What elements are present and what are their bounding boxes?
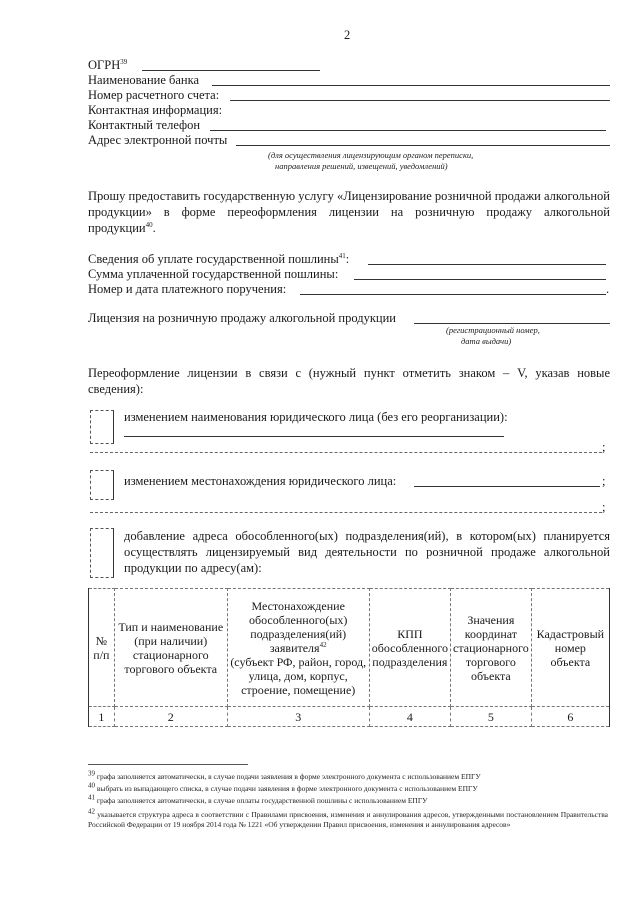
footnote-ref-39: 39 [120, 57, 128, 66]
footnote-42 [88, 807, 608, 830]
email-field[interactable] [236, 145, 610, 146]
table-row [89, 707, 610, 727]
fee-amount-label: Сумма уплаченной государственной пошлины: [88, 267, 339, 281]
fee-period: . [606, 282, 610, 296]
account-number-field[interactable] [230, 100, 610, 101]
option2-field-2[interactable] [90, 512, 602, 513]
request-paragraph [88, 188, 610, 236]
email-note-1: (для осуществления лицензирующим органом переписки, [268, 150, 474, 160]
fee-payment-label: Номер и дата платежного поручения: [88, 282, 287, 296]
table-cell-4: 4 [369, 707, 450, 727]
request-period: . [152, 221, 156, 235]
email-note-2: направления решений, извещений, уведомлений) [275, 161, 448, 171]
table-header-type: Тип и наименование (при наличии) стационарного торгового объекта [114, 589, 227, 707]
table-cell-6: 6 [531, 707, 609, 727]
option2-label: изменением местонахождения юридического лица: [124, 474, 397, 488]
footnote-mark: 41 [88, 793, 95, 802]
footnote-ref-42: 42 [319, 640, 327, 649]
table-header-location [227, 589, 369, 707]
email-label: Адрес электронной почты [88, 133, 228, 147]
ogrn-field[interactable] [142, 70, 320, 71]
license-label: Лицензия на розничную продажу алкогольной продукции [88, 311, 396, 325]
footnote-39 [88, 769, 481, 782]
license-field[interactable] [414, 323, 610, 324]
option2-field-1[interactable] [414, 486, 600, 487]
subdivision-table [88, 588, 610, 727]
footnote-mark: 39 [88, 769, 95, 778]
bank-name-field[interactable] [212, 85, 610, 86]
footnote-mark: 42 [88, 807, 95, 816]
option1-checkbox[interactable] [90, 410, 114, 444]
option3-checkbox[interactable] [90, 528, 114, 578]
footnote-text: указывается структура адреса в соответствии с Правилами присвоения, изменения и аннулирования адресов, утвержденными постановлением Правительства Российской Федерации от 19 ноября 2014 года № 1221 «Об утверждении Правил присвоения, изменения и аннулирования адресов» [88, 810, 608, 829]
fee-payment-field[interactable] [300, 294, 606, 295]
footnote-text: графа заполняется автоматически, в случае оплаты государственной пошлины с использованием ЕПГУ [96, 796, 428, 805]
table-header-row [89, 589, 610, 707]
table-header-location-tail: (субъект РФ, район, город, улица, дом, корпус, строение, помещение) [230, 654, 367, 697]
footnote-separator [88, 764, 248, 765]
table-cell-3: 3 [227, 707, 369, 727]
license-note-2: дата выдачи) [461, 336, 512, 346]
option2-semicolon: ; [602, 474, 606, 488]
footnote-ref-40: 40 [145, 220, 153, 229]
page-number: 2 [344, 28, 351, 42]
table-cell-2: 2 [114, 707, 227, 727]
option1-semicolon: ; [602, 440, 606, 454]
license-note-1: (регистрационный номер, [446, 325, 540, 335]
fee-amount-field[interactable] [354, 279, 606, 280]
option1-field-1[interactable] [124, 436, 504, 437]
table-header-num: № п/п [89, 589, 115, 707]
fee-title [88, 252, 349, 266]
option1-field-2[interactable] [90, 452, 602, 453]
table-cell-1: 1 [89, 707, 115, 727]
contact-info-label: Контактная информация: [88, 103, 223, 117]
option2-semicolon-2: ; [602, 500, 606, 514]
reissue-intro: Переоформление лицензии в связи с (нужный пункт отметить знаком – V, указав новые сведения): [88, 366, 610, 396]
option1-label: изменением наименования юридического лица (без его реорганизации): [124, 410, 508, 424]
request-text: Прошу предоставить государственную услугу «Лицензирование розничной продажи алкогольной продукции» в форме переоформления лицензии на розничную продажу алкогольной продукции [88, 189, 610, 235]
footnote-40 [88, 781, 478, 794]
option3-label: добавление адреса обособленного(ых) подразделения(ий), в котором(ых) планируется осуществлять лицензируемый вид деятельности по розничной продаже алкогольной продукции по адресу(ам): [124, 529, 610, 575]
table-header-cadastral: Кадастровый номер объекта [531, 589, 609, 707]
ogrn-label [88, 58, 127, 72]
bank-name-label: Наименование банка [88, 73, 200, 87]
footnote-text: графа заполняется автоматически, в случае подачи заявления в форме электронного документа с использованием ЕПГУ [96, 772, 481, 781]
phone-label: Контактный телефон [88, 118, 201, 132]
fee-info-field[interactable] [368, 264, 606, 265]
phone-field[interactable] [210, 130, 606, 131]
footnote-41 [88, 793, 428, 806]
fee-title-text: Сведения об уплате государственной пошлины [88, 252, 339, 266]
table-header-kpp: КПП обособленного подразделения [369, 589, 450, 707]
footnote-mark: 40 [88, 781, 95, 790]
table-header-location-text: Местонахождение обособленного(ых) подразделения(ий) заявителя [249, 598, 348, 655]
account-number-label: Номер расчетного счета: [88, 88, 220, 102]
table-cell-5: 5 [451, 707, 532, 727]
table-header-coords: Значения координат стационарного торгового объекта [451, 589, 532, 707]
fee-colon: : [345, 252, 350, 266]
option2-checkbox[interactable] [90, 470, 114, 500]
footnote-text: выбрать из выпадающего списка, в случае подачи заявления в форме электронного документа с использованием ЕПГУ [96, 784, 478, 793]
ogrn-text: ОГРН [88, 58, 121, 72]
footnote-ref-41: 41 [338, 251, 346, 260]
